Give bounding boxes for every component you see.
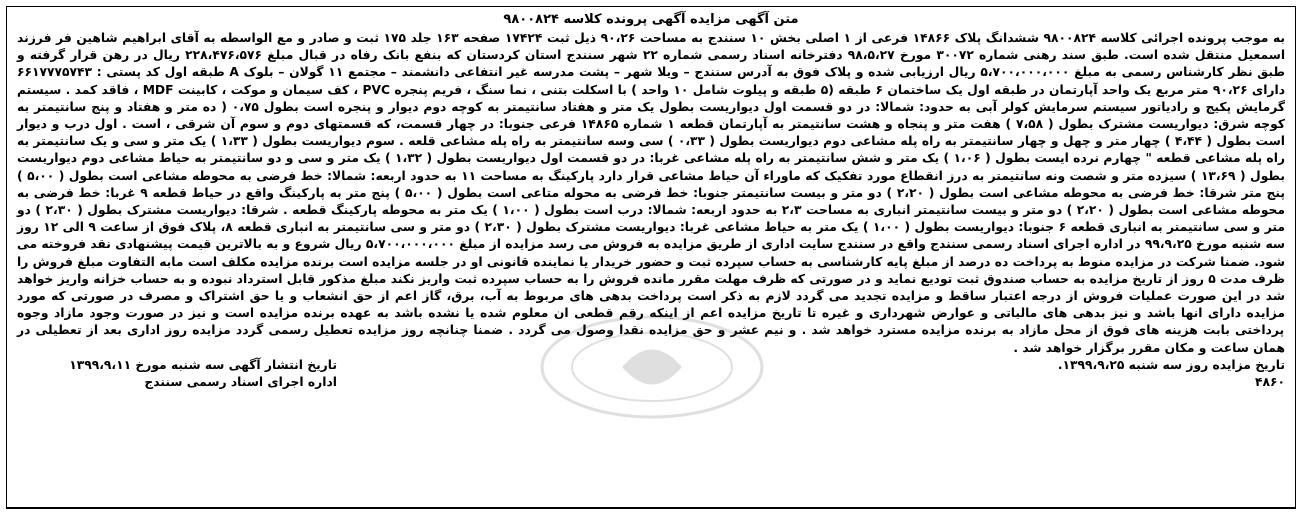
- notice-footer: [17, 357, 1285, 391]
- body-line: انباری قطعه ۶ جنوبا: دیواریست بطول ( ۱،۰۰ ) یک متر به حیاط مشاعی غربا: دیواریست مشترک بطول ( ۲،۳۰ ) دو متر و سی سانتیمتر به انباری قطعه ۸، پلاک فوق از ساعت ۹ الی ۱۲: [38, 220, 1147, 235]
- body-line: به موجب پرونده اجرائی کلاسه ۹۸۰۰۸۲۴ ششدانگ پلاک ۱۴۸۶۶ فرعی از ۱ اصلی بخش ۱۰ سنندج به مساحت ۹۰،۲۶ ذیل ثبت ۱۷۴۲۴ صفحه ۱۶۳ جلد ۱۷۵ ثبت و صادر و مع: [272, 31, 1286, 45]
- body-line: که بنفع بانک رفاه در قبال مبلغ ۲۲۸،۴۷۶،۵۷۶ ریال در رهن قرار گرفته و طبق نظر کارشناس رسمی به مبلغ ۵،۷۰۰،۰۰۰،۰۰۰ ریال ارزیابی شده و پلاک فوق به آدرس سنندج – ویلا: [17, 48, 1285, 80]
- body-line: گردد لازم به ذکر است پرداخت بدهی های مربوط به آب، برق، گاز اعم از حق انشعاب و یا حق اشتراک و مصرف در صورتی که مورد مزایده دارای انها باشد و نیز بدهی های مالیاتی و: [17, 289, 1285, 321]
- auction-date: تاریخ مزایده روز سه شنبه ۱۳۹۹،۹،۲۵.: [1057, 357, 1285, 372]
- body-line: الواسطه به آقای ابراهیم شاهین فر فرزند اسمعیل منتقل شده است. طبق سند رهنی شماره ۳۰۰۷۲ مورخ ۹۸،۵،۲۷ دفترخانه اسناد رسمی شماره ۲۲ شهر سنندج استان کردستان: [17, 31, 1286, 63]
- body-line: و بیست سانتیمتر جنوبا: خط فرضی به محوله متاعی است بطول ( ۵،۰۰ ) پنج متر به پارکینگ واقع در حیاط قطعه ۹ غربا: خط فرضی به محوطه مشاعی است بطول ( ۲،۲۰ ) دو متر و بیست: [17, 185, 1286, 218]
- notice-code: ۴۸۶۰: [1254, 374, 1285, 389]
- body-line: جلسه مزایده است برنده مزایده مکلف است مابه التفاوت مبلغ فروش را ظرف مدت ۵ روز از تاریخ مزایده به حساب صندوق ثبت تودیع نماید و در صورتی که ظرف مهلت مقرر مانده: [17, 254, 1286, 286]
- footer-left: [17, 357, 337, 391]
- body-line: سرمایش کولر آبی به حدود: شمالا: در دو قسمت اول دیواریست بطول یک متر و هفتاد سانتیمتر به کوچه دوم دیوار و پنجره است بطول ۰،۷۵ ( ده متر و هفتاد و پنج سانتیمتر به کوچه: [17, 99, 1285, 132]
- body-line: شهر – پشت مدرسه غیر انتفاعی دانشمند – مجتمع ۱۱ گولان – بلوک A طبقه اول کد پستی : ۶۶۱۷۷۷۵۷۴۳ دارای ۹۰،۲۶ متر مربع یک واحد آپارتمان در طبقه اول یک ساختمان: [17, 65, 1286, 97]
- footer-right: [1058, 357, 1285, 391]
- body-line: روز سه شنبه مورخ ۹۹،۹،۲۵ در اداره اجرای اسناد رسمی سنندج واقع در سنندج سایت اداری از طریق مزایده به فروش می رسد مزایده از مبلغ ۵،۷۰۰،۰۰۰،۰۰۰ ریال شروع و به: [17, 220, 1286, 252]
- body-line: همان ساعت و مکان مقرر برگزار خواهد شد .: [1013, 340, 1285, 355]
- body-line: شرق: دیواریست مشترک بطول ( ۷،۵۸ ) هفت متر و پنجاه و هشت سانتیمتر به آپارتمان قطعه ۱ شماره ۱۴۸۶۵ فرعی جنوبا: در چهار قسمت، که قسمتهای دوم و سوم آن شرقی ،: [160, 117, 1249, 132]
- auction-notice: [6, 6, 1296, 509]
- body-line: عوارض شهرداری و غیره تا تاریخ مزایده اعم از اینکه رقم قطعی ان معلوم شده یا نشده باشد به عهده برنده مزایده است و نیز در صورت وجود مازاد وجوه پرداختی بابت هزینه های: [17, 306, 1285, 338]
- body-line: فوق از محل مازاد به برنده مزایده مسترد خواهد شد . و نیم عشر و حق مزایده نقدا وصول می گردد . ضمنا چنانچه روز مزایده تعطیل رسمی گردد مزایده روز اداری بعد از تعطیلی در: [17, 323, 1130, 338]
- body-line: بالاترین قیمت پیشنهادی نقد فروخته می شود. ضمنا شرکت در مزایده منوط به پرداخت ده درصد از مبلغ پایه کارشناسی به حساب سپرده ثبت و حضور خریدار یا نماینده قانونی او در: [17, 237, 1285, 269]
- body-line: مشاعی قرار دارد پارکینگ به مساحت ۱۱ به حدود اربعه: شمالا: خط فرضی به محوطه مشاعی است بطول ( ۵،۰۰ ) پنج متر شرقا: خط فرضی به محوطه مشاعی است بطول ( ۲،۲۰ ) دو متر: [17, 168, 1285, 200]
- publish-date: تاریخ انتشار آگهی سه شنبه مورخ ۱۳۹۹،۹،۱۱: [69, 357, 337, 372]
- body-line: سانتیمتر انباری به مساحت ۲،۳ به حدود اربعه: شمالا: درب است بطول ( ۱،۰۰ ) یک متر به محوطه پارکینگ قطعه . شرقا: دیواریست مشترک بطول ( ۲،۳۰ ) دو متر و سی سانتیمتر به: [17, 203, 1285, 235]
- issuing-office: اداره اجرای اسناد رسمی سنندج: [144, 374, 337, 389]
- body-line: است . اول درب و دیوار است بطول ( ۴،۴۴ ) چهار متر و چهل و چهار سانتیمتر به راه پله مشاعی دوم دیواریست بطول ( ۰،۳۳ ) سی وسه سانتیمتر به راه پله مشاعی قلعه . سوم: [17, 117, 1286, 149]
- body-line: فروش را به حساب سپرده ثبت واریز نکند مبلغ مذکور قابل استرداد نبوده و به حساب خزانه واریز خواهد شد در این صورت عملیات فروش از درجه اعتبار ساقط و مزایده تجدید می: [17, 271, 1285, 304]
- body-line: دیواریست بطول ( ۱،۳۲ ) یک متر و سی و دو سانتیمتر به حیاط مشاعی دوم دیواریست بطول ( ۱۳،۶۹ ) سیزده متر و شصت ونه سانتیمتر به درز انقطاع مورد تفکیک که ماوراء آن حیاط: [17, 151, 1286, 183]
- body-line: دیواریست بطول ( ۱،۳۳ ) یک متر و سی و یک سانتیمتر به راه پله مشاعی قطعه " چهارم نرده ایست بطول ( ۱،۰۶ ) یک متر و شش سانتیمتر به راه پله مشاعی غربا: در دو قسمت اول: [17, 134, 1285, 166]
- bottom-divider: [7, 507, 1295, 508]
- notice-body: [17, 30, 1285, 357]
- notice-title: متن آگهی مزایده آگهی پرونده کلاسه ۹۸۰۰۸۲۴: [503, 12, 799, 27]
- body-line: ۶ طبقه (۵ طبقه و پیلوت شامل ۱۰ واحد ) با اسکلت بتنی ، نما سنگ ، فریم پنجره PVC ، کف سیمان و موکت ، کابینت MDF ، فاقد کمد . سیستم گرمایش پکیج و رادیاتور سیستم: [17, 82, 1286, 114]
